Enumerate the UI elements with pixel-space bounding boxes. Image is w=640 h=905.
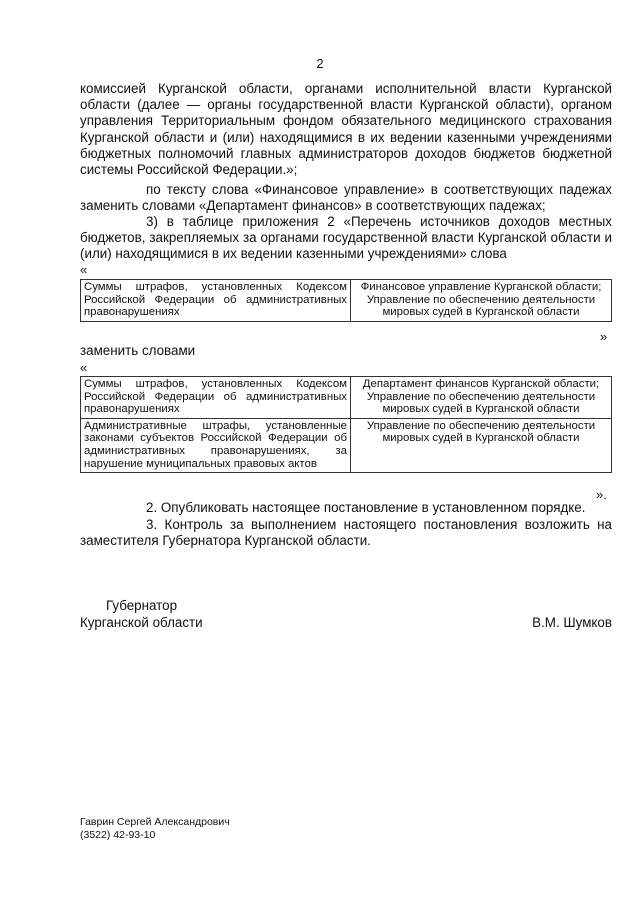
table-cell-administrator: Управление по обеспечению деятельности мировых судей в Курганской области [351,418,612,472]
table-old-wording [80,279,612,322]
executor-phone: (3522) 42-93-10 [80,829,156,841]
page-number: 2 [316,56,324,71]
signature-title-line2: Курганской области [80,615,203,630]
table-cell-income-source: Суммы штрафов, установленных Кодексом Российской Федерации об административных правонарушениях [81,377,351,419]
signature-title-line1: Губернатор [106,598,178,613]
table-row [81,418,612,472]
paragraph-replace-words: по тексту слова «Финансовое управление» в соответствующих падежах заменить словами «Департамент финансов» в соответствующих падежах; [80,182,612,214]
paragraph-table-amendment: 3) в таблице приложения 2 «Перечень источников доходов местных бюджетов, закрепляемых за органами государственной власти Курганской области и (или) находящимися в их ведении казенными учреждениями» слова [80,214,612,262]
close-quote-2: ». [596,487,607,502]
open-quote-2: « [80,360,88,375]
table-new-wording [80,376,612,473]
table-row [81,377,612,419]
close-quote-1: » [600,329,608,344]
table-row [81,280,612,322]
table-cell-income-source: Суммы штрафов, установленных Кодексом Российской Федерации об административных правонарушениях [81,280,351,322]
signature-name: В.М. Шумков [532,615,612,630]
table-cell-administrator: Департамент финансов Курганской области; Управление по обеспечению деятельности мировых судей в Курганской области [351,377,612,419]
paragraph-continuation: комиссией Курганской области, органами исполнительной власти Курганской области (далее — органы государственной власти Курганской области), органом управления Территориальным фондом обязательного медицинского страхования Курганской области и (или) находящимися в их ведении казенными учреждениями бюджетных полномочий главных администраторов доходов бюджетов бюджетной системы Российской Федерации.»; [80,81,612,178]
table-cell-income-source: Административные штрафы, установленные законами субъектов Российской Федерации об административных правонарушениях, за нарушение муниципальных правовых актов [81,418,351,472]
open-quote-1: « [80,262,88,277]
item-publish: 2. Опубликовать настоящее постановление в установленном порядке. [146,500,586,515]
executor-name: Гаврин Сергей Александрович [80,816,230,828]
item-control: 3. Контроль за выполнением настоящего постановления возложить на заместителя Губернатора Курганской области. [80,517,612,549]
table-cell-administrator: Финансовое управление Курганской области; Управление по обеспечению деятельности мировых судей в Курганской области [351,280,612,322]
replace-with-text: заменить словами [80,343,196,358]
